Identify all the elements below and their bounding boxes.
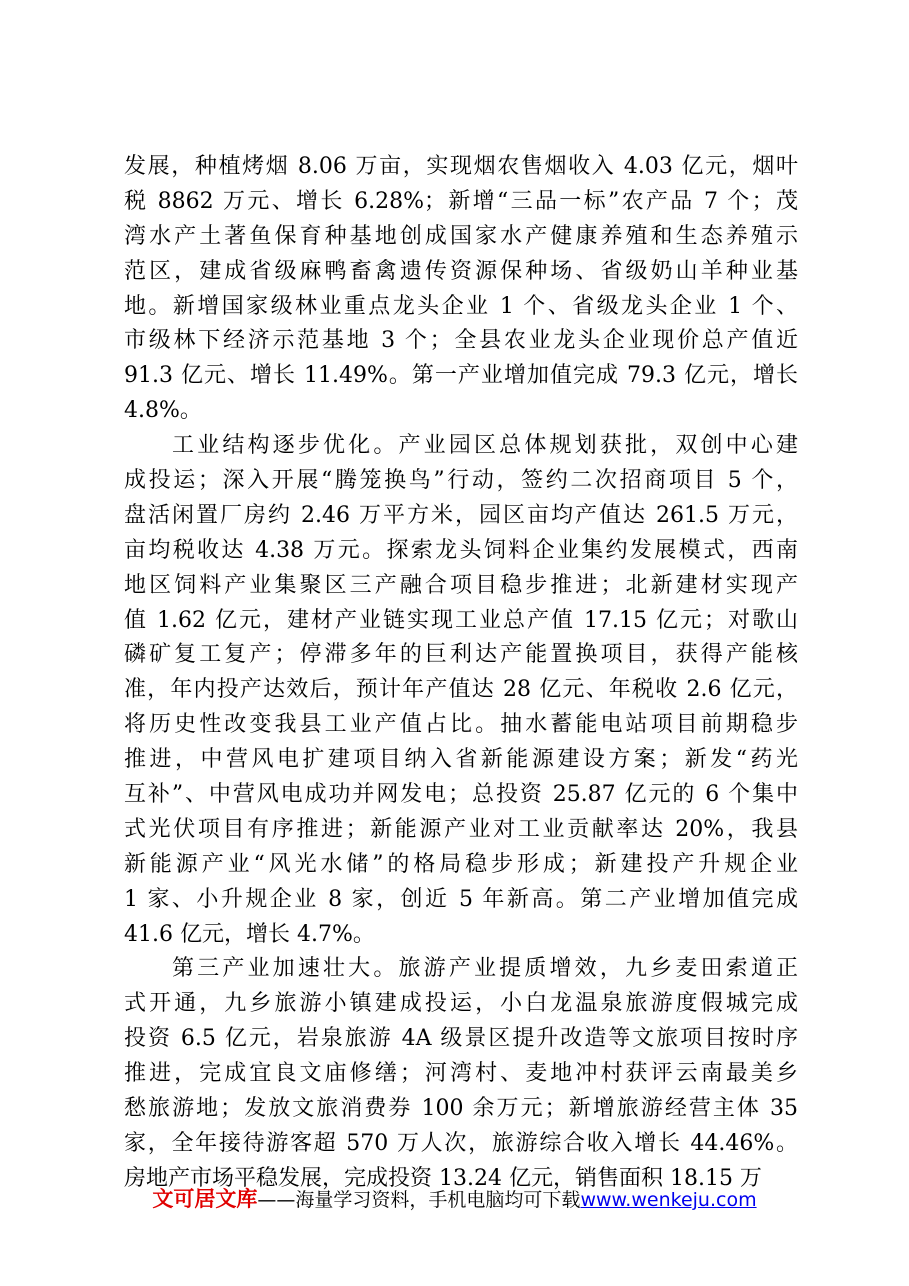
text-line: 式开通，九乡旅游小镇建成投运，小白龙温泉旅游度假城完成 bbox=[124, 991, 798, 1017]
text-line: 成投运；深入开展“腾笼换鸟”行动，签约二次招商项目 5 个， bbox=[124, 468, 798, 494]
text-line: 第三产业加速壮大。旅游产业提质增效，九乡麦田索道正 bbox=[172, 956, 798, 982]
paragraph bbox=[124, 429, 798, 952]
text-line: 范区，建成省级麻鸭畜禽遗传资源保种场、省级奶山羊种业基 bbox=[124, 258, 798, 284]
text-line: 税 8862 万元、增长 6.28%；新增“三品一标”农产品 7 个；茂 bbox=[124, 188, 798, 214]
text-line: 41.6 亿元，增长 4.7%。 bbox=[124, 921, 375, 947]
text-line: 4.8%。 bbox=[124, 398, 202, 424]
text-line: 投资 6.5 亿元，岩泉旅游 4A 级景区提升改造等文旅项目按时序 bbox=[124, 1026, 798, 1052]
text-line: 推进，中营风电扩建项目纳入省新能源建设方案；新发“药光 bbox=[124, 747, 798, 773]
text-line: 房地产市场平稳发展，完成投资 13.24 亿元，销售面积 18.15 万 bbox=[124, 1165, 762, 1191]
text-line: 1 家、小升规企业 8 家，创近 5 年新高。第二产业增加值完成 bbox=[124, 886, 798, 912]
footer-tagline: ——海量学习资料，手机电脑均可下载 bbox=[257, 1189, 581, 1211]
text-line: 发展，种植烤烟 8.06 万亩，实现烟农售烟收入 4.03 亿元，烟叶 bbox=[124, 154, 798, 179]
text-line: 湾水产土著鱼保育种基地创成国家水产健康养殖和生态养殖示 bbox=[124, 223, 798, 249]
body-text bbox=[124, 150, 798, 1197]
text-line: 愁旅游地；发放文旅消费券 100 余万元；新增旅游经营主体 35 bbox=[124, 1096, 798, 1122]
text-line: 91.3 亿元、增长 11.49%。第一产业增加值完成 79.3 亿元，增长 bbox=[124, 363, 798, 389]
text-line: 亩均税收达 4.38 万元。探索龙头饲料企业集约发展模式，西南 bbox=[124, 537, 798, 563]
text-line: 地区饲料产业集聚区三产融合项目稳步推进；北新建材实现产 bbox=[124, 572, 798, 598]
text-line: 将历史性改变我县工业产值占比。抽水蓄能电站项目前期稳步 bbox=[124, 712, 798, 738]
paragraph bbox=[124, 150, 798, 429]
text-line: 式光伏项目有序推进；新能源产业对工业贡献率达 20%，我县 bbox=[124, 816, 798, 842]
text-line: 地。新增国家级林业重点龙头企业 1 个、省级龙头企业 1 个、 bbox=[124, 293, 798, 319]
text-line: 值 1.62 亿元，建材产业链实现工业总产值 17.15 亿元；对歌山 bbox=[124, 607, 798, 633]
text-line: 市级林下经济示范基地 3 个；全县农业龙头企业现价总产值近 bbox=[124, 328, 798, 354]
text-line: 家，全年接待游客超 570 万人次，旅游综合收入增长 44.46%。 bbox=[124, 1130, 798, 1156]
footer-site-link[interactable]: www.wenkeju.com bbox=[580, 1189, 757, 1211]
text-line: 新能源产业“风光水储”的格局稳步形成；新建投产升规企业 bbox=[124, 851, 798, 877]
text-line: 磷矿复工复产；停滞多年的巨利达产能置换项目，获得产能核 bbox=[124, 642, 798, 668]
footer-banner bbox=[0, 1183, 909, 1213]
footer-brand: 文可居文库 bbox=[152, 1187, 258, 1211]
text-line: 推进，完成宜良文庙修缮；河湾村、麦地冲村获评云南最美乡 bbox=[124, 1061, 798, 1087]
text-line: 互补”、中营风电成功并网发电；总投资 25.87 亿元的 6 个集中 bbox=[124, 782, 798, 808]
text-line: 盘活闲置厂房约 2.46 万平方米，园区亩均产值达 261.5 万元， bbox=[124, 502, 798, 528]
paragraph bbox=[124, 952, 798, 1196]
text-line: 准，年内投产达效后，预计年产值达 28 亿元、年税收 2.6 亿元， bbox=[124, 677, 798, 703]
text-line: 工业结构逐步优化。产业园区总体规划获批，双创中心建 bbox=[172, 433, 798, 459]
